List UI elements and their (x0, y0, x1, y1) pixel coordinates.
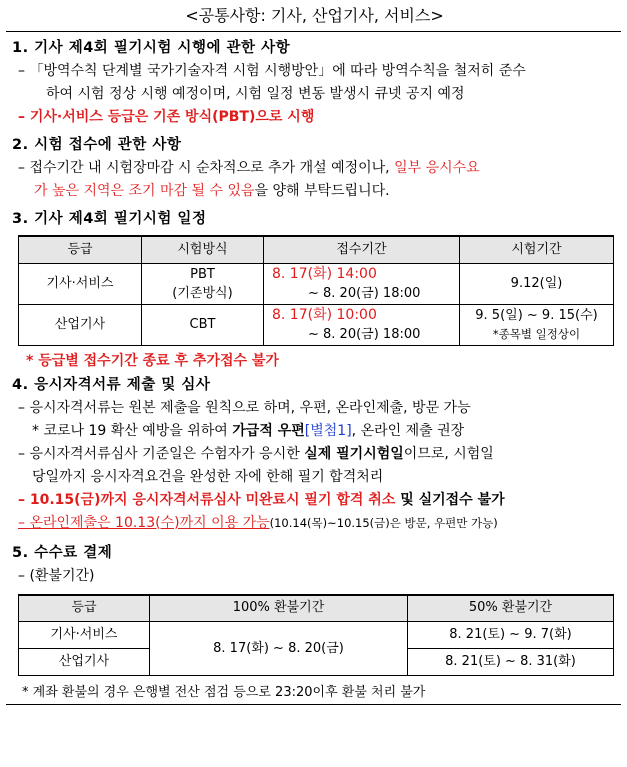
refund-note: * 계좌 환불의 경우 은행별 전산 점검 등으로 23:20이후 환불 처리 불가 (22, 685, 426, 700)
table-row (19, 304, 614, 345)
grade-cell: 기사·서비스 (19, 263, 142, 304)
section-4-text: * 코로나 19 확산 예방을 위하여 (32, 422, 233, 439)
half-refund-cell: 8. 21(토) ~ 8. 31(화) (408, 649, 614, 676)
registration-start: 8. 17(화) 10:00 (272, 306, 377, 323)
table-header-row (19, 595, 614, 622)
registration-cell (264, 304, 460, 345)
refund-table (18, 594, 614, 677)
table-header-row (19, 236, 614, 263)
col-header-registration: 접수기간 (264, 236, 460, 263)
section-5 (12, 541, 617, 705)
grade-cell: 기사·서비스 (19, 622, 150, 649)
section-4-text: – 응시자격서류심사 기준일은 수험자가 응시한 (18, 445, 305, 462)
section-4-line-1: – 응시자격서류는 원본 제출을 원칙으로 하며, 우편, 온라인제출, 방문 가능 (18, 399, 471, 416)
section-2-highlight-b: 가 높은 지역은 조기 마감 될 수 있음 (34, 183, 255, 199)
section-4-text: 이므로, 시험일 (403, 445, 494, 462)
exam-schedule-table (18, 235, 614, 346)
section-4-line-5 (12, 489, 617, 512)
exam-cell (460, 304, 614, 345)
section-4-bold: 실제 필기시험일 (304, 445, 404, 462)
table-row (19, 622, 614, 649)
section-4-warning: – 10.15(금)까지 응시자격서류심사 미완료시 필기 합격 취소 (18, 491, 396, 508)
col-header-exam: 시험기간 (460, 236, 614, 263)
section-4-line-4: 당일까지 응시자격요건을 완성한 자에 한해 필기 합격처리 (32, 468, 384, 485)
title-divider (6, 31, 621, 32)
section-2 (12, 133, 617, 203)
registration-end: ~ 8. 20(금) 18:00 (308, 285, 421, 301)
section-4-small-note: (10.14(목)~10.15(금)은 방문, 우편만 가능) (269, 515, 498, 530)
method-cell (142, 263, 264, 304)
exam-cell: 9.12(일) (460, 263, 614, 304)
registration-cell (264, 263, 460, 304)
grade-cell: 산업기사 (19, 304, 142, 345)
section-4 (12, 373, 617, 535)
section-4-text: 및 실기접수 불가 (395, 491, 505, 508)
attachment-link[interactable]: [별첨1] (304, 422, 352, 439)
col-header-grade: 등급 (19, 236, 142, 263)
full-refund-cell: 8. 17(화) ~ 8. 20(금) (150, 622, 408, 676)
method-value: PBT (190, 266, 215, 282)
section-4-bold: 가급적 우편 (232, 422, 305, 439)
grade-cell: 산업기사 (19, 649, 150, 676)
section-5-heading: 5. 수수료 결제 (12, 544, 113, 561)
table-row (19, 263, 614, 304)
section-4-warning: – 온라인제출은 10.13(수)까지 이용 가능 (18, 514, 270, 531)
section-2-line-1 (12, 157, 617, 180)
section-1-line-2: 하여 시험 정상 시행 예정이며, 시험 일정 변동 발생시 큐넷 공지 예정 (46, 86, 465, 102)
section-1-line-3: – 기사·서비스 등급은 기존 방식(PBT)으로 시행 (18, 109, 315, 125)
section-1-line-1: – 「방역수칙 단계별 국가기술자격 시험 시행방안」에 따라 방역수칙을 철저히 준수 (18, 63, 526, 79)
half-refund-cell: 8. 21(토) ~ 9. 7(화) (408, 622, 614, 649)
section-4-text: , 온라인 제출 권장 (351, 422, 465, 439)
section-3 (12, 207, 617, 373)
section-1 (12, 36, 617, 129)
section-4-heading: 4. 응시자격서류 제출 및 심사 (12, 376, 211, 393)
registration-start: 8. 17(화) 14:00 (272, 265, 377, 282)
section-3-heading: 3. 기사 제4회 필기시험 일정 (12, 211, 207, 227)
section-2-text-a: – 접수기간 내 시험장마감 시 순차적으로 추가 개설 예정이나, (18, 160, 395, 176)
registration-end: ~ 8. 20(금) 18:00 (308, 326, 421, 342)
col-header-method: 시험방식 (142, 236, 264, 263)
section-1-heading: 1. 기사 제4회 필기시험 시행에 관한 사항 (12, 40, 291, 56)
section-2-text-b: 을 양해 부탁드립니다. (254, 183, 390, 199)
section-4-line-2 (12, 420, 617, 443)
section-2-highlight-a: 일부 응시수요 (394, 160, 480, 176)
col-header-half-refund: 50% 환불기간 (408, 595, 614, 622)
schedule-note: * 등급별 접수기간 종료 후 추가접수 불가 (26, 352, 279, 369)
exam-note: *종목별 일정상이 (492, 326, 581, 341)
section-4-line-6 (12, 512, 617, 535)
method-cell: CBT (142, 304, 264, 345)
section-2-heading: 2. 시험 접수에 관한 사항 (12, 137, 182, 153)
section-5-sub: – (환불기간) (18, 567, 95, 584)
col-header-grade: 등급 (19, 595, 150, 622)
bottom-divider (6, 704, 621, 705)
page-title: <공통사항: 기사, 산업기사, 서비스> (185, 6, 444, 25)
section-4-line-3 (12, 443, 617, 466)
method-note: (기존방식) (172, 285, 233, 301)
exam-period: 9. 5(일) ~ 9. 15(수) (475, 307, 598, 323)
section-2-line-2 (12, 180, 617, 203)
col-header-full-refund: 100% 환불기간 (150, 595, 408, 622)
